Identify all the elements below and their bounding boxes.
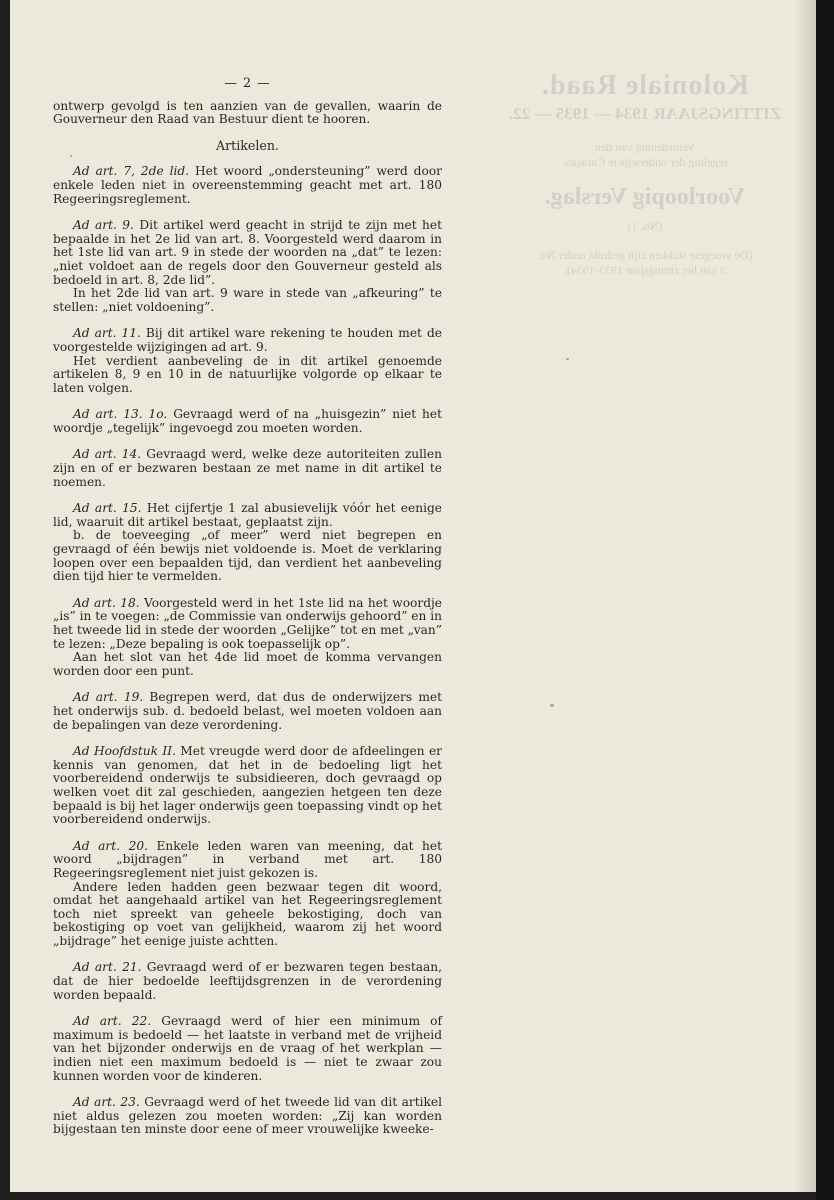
intro-paragraph: ontwerp gevolgd is ten aanzien van de gevallen, waarin de Gouverneur den Raad van Bestuur dient te hooren. <box>53 98 442 127</box>
page-edge-shadow <box>794 0 816 1192</box>
paper-speck <box>550 704 554 707</box>
article-paragraph <box>53 691 442 732</box>
article-text: Gevraagd werd, welke deze autoriteiten zullen zijn en of er bezwaren bestaan ze met name in dit artikel te noemen. <box>53 447 442 489</box>
article-paragraph <box>53 502 442 529</box>
article-reference: Ad art. 20. <box>73 838 148 853</box>
article-paragraph <box>53 1096 442 1137</box>
page-number: — 2 — <box>224 75 271 90</box>
article-text: Gevraagd werd of na „huisgezin” niet het woordje „tegelijk” ingevoegd zou moeten worden. <box>53 407 442 435</box>
bleed-through-text: Koloniale Raad. ZITTINGSJAAR 1934 — 1935 — 22. Verordening van den regeling der onderwijs te Curaçao. Voorloopig Verslag. (No. 1) (De vroegere stukken zijn gedrukt onder No. 3 van het zittingsjaar 1933-1934). <box>508 70 782 277</box>
article-text: Dit artikel werd geacht in strijd te zijn met het bepaalde in het 2e lid van art. 8. Voorgesteld werd daarom in het 1ste lid van art. 9 in stede der woorden na „dat” te lezen: „niet voldoet aan de regels door den Gouverneur gesteld als bedoeld in art. 8, 2de lid”. <box>53 218 443 287</box>
article-text: Gevraagd werd of er bezwaren tegen bestaan, dat de hier bedoelde leeftijdsgrenzen in de verordening worden bepaald. <box>53 960 442 1002</box>
article-reference: Ad art. 7, 2de lid. <box>73 164 190 179</box>
article-reference: Ad art. 9. <box>73 218 134 233</box>
article-reference: Ad art. 13. 1o. <box>73 407 168 422</box>
article-continuation: Aan het slot van het 4de lid moet de komma vervangen worden door een punt. <box>53 650 442 678</box>
article-reference: Ad art. 18. <box>73 595 140 610</box>
article-text: Gevraagd werd of het tweede lid van dit artikel niet aldus gelezen zou moeten worden: „Zij kan worden bijgestaan ten minste door eene of meer vrouwelijke kweeke- <box>53 1095 442 1137</box>
article-reference: Ad Hoofdstuk II. <box>73 744 176 759</box>
article-paragraph <box>53 745 442 827</box>
article-continuation: In het 2de lid van art. 9 ware in stede van „afkeuring” te stellen: „niet voldoening”. <box>53 286 442 314</box>
article-reference: Ad art. 22. <box>73 1014 152 1029</box>
section-heading: Artikelen. <box>216 137 279 153</box>
article-text: Gevraagd werd of hier een minimum of maximum is bedoeld — het laatste in verband met de vrijheid van het bijzonder onderwijs en de vraag of het werkplan — indien niet een maximum bedoeld is — niet te zwaar zou kunnen worden voor de kinderen. <box>53 1014 442 1083</box>
article-reference: Ad art. 21. <box>73 960 142 975</box>
article-text: Met vreugde werd door de afdeelingen er kennis van genomen, dat het in de bedoeling ligt het voorbereidend onderwijs te subsidieeren, doch gevraagd op welken voet dit zal geschieden, aangezien hetgeen ten deze bepaald is bij het lager onderwijs geen toepassing vindt op het voorbereidend onderwijs. <box>53 744 443 827</box>
article-text: Het woord „ondersteuning” werd door enkele leden niet in overeenstemming geacht met art. 180 Regeeringsreglement. <box>53 164 442 206</box>
document-text <box>53 76 442 1137</box>
article-reference: Ad art. 23. <box>73 1095 140 1110</box>
article-paragraph <box>53 327 442 354</box>
article-paragraph <box>53 840 442 881</box>
article-paragraph <box>53 1015 442 1083</box>
article-paragraph <box>53 408 442 435</box>
article-reference: Ad art. 19. <box>73 690 144 705</box>
article-reference: Ad art. 14. <box>73 447 142 462</box>
article-reference: Ad art. 15. <box>73 501 142 516</box>
article-text: Begrepen werd, dat dus de onderwijzers met het onderwijs sub. d. bedoeld belast, wel moeten voldoen aan de bepalingen van deze verordening. <box>53 690 442 732</box>
article-sections <box>53 165 442 1137</box>
article-text: Het cijfertje 1 zal abusievelijk vóór het eenige lid, waaruit dit artikel bestaat, geplaatst zijn. <box>53 501 442 529</box>
article-paragraph <box>53 219 442 287</box>
article-text: Bij dit artikel ware rekening te houden met de voorgestelde wijzigingen ad art. 9. <box>53 326 442 354</box>
article-continuation: Andere leden hadden geen bezwaar tegen dit woord, omdat het aangehaald artikel van het Regeeringsreglement toch niet spreekt van geheele bekostiging, doch van bekostiging op voet van gelijkheid, waarom zij het woord „bijdrage” het eenige juiste achtten. <box>53 879 442 948</box>
book-spine <box>816 0 834 1200</box>
paper-speck <box>566 358 569 360</box>
article-text: Enkele leden waren van meening, dat het woord „bijdragen” in verband met art. 180 Regeeringsreglement niet juist gekozen is. <box>53 838 442 880</box>
article-continuation: Het verdient aanbeveling de in dit artikel genoemde artikelen 8, 9 en 10 in de natuurlijke volgorde op elkaar te laten volgen. <box>53 353 442 395</box>
document-page <box>10 0 816 1192</box>
article-paragraph <box>53 597 442 651</box>
article-paragraph <box>53 165 442 206</box>
article-reference: Ad art. 11. <box>73 326 141 341</box>
article-paragraph <box>53 448 442 489</box>
article-text: Voorgesteld werd in het 1ste lid na het woordje „is” in te voegen: „de Commissie van onderwijs gehoord” en in het tweede lid in stede der woorden „Gelijke” tot en met „van” te lezen: „Deze bepaling is ook toepasselijk op”. <box>53 595 442 651</box>
article-paragraph <box>53 961 442 1002</box>
article-continuation: b. de toeveeging „of meer” werd niet begrepen en gevraagd of één bewijs niet voldoende is. Moet de verklaring loopen over een bepaalden tijd, dan verdient het aanbeveling dien tijd hier te vermelden. <box>53 528 442 584</box>
